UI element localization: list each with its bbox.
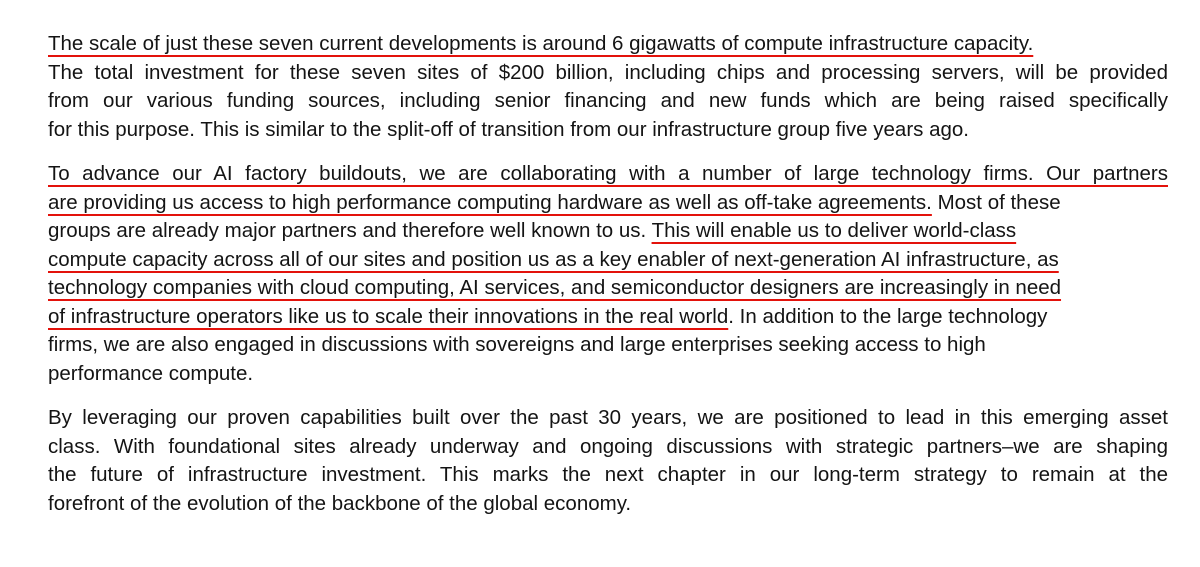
text-line xyxy=(48,116,1168,145)
text-line xyxy=(48,160,1168,189)
text-line xyxy=(48,217,1168,246)
text-line xyxy=(48,59,1168,88)
text-run: class. With foundational sites already underway and ongoing discussions with strategic partners–we are shaping xyxy=(48,434,1168,458)
text-line xyxy=(48,360,1168,389)
text-run: performance compute. xyxy=(48,361,254,385)
text-run: By leveraging our proven capabilities built over the past 30 years, we are positioned to lead in this emerging asset xyxy=(48,406,1168,429)
text-line xyxy=(48,189,1168,218)
underlined-text: compute capacity across all of our sites and position us as a key enabler of next-generation AI infrastructure, as xyxy=(48,247,1059,271)
paragraph-partners xyxy=(48,160,1168,388)
text-line xyxy=(48,433,1168,462)
text-line xyxy=(48,303,1168,332)
text-run: firms, we are also engaged in discussions with sovereigns and large enterprises seeking access to high xyxy=(48,333,986,356)
underlined-text: To advance our AI factory buildouts, we are collaborating with a number of large technology firms. Our partners xyxy=(48,162,1168,185)
text-line xyxy=(48,331,1168,360)
text-line xyxy=(48,30,1168,59)
underlined-text: are providing us access to high performance computing hardware as well as off-take agreements. xyxy=(48,190,932,214)
text-run: from our various funding sources, including senior financing and new funds which are being raised specifically xyxy=(48,89,1168,112)
text-run: The total investment for these seven sites of $200 billion, including chips and processing servers, will be provided xyxy=(48,60,1168,84)
text-line xyxy=(48,274,1168,303)
paragraph-strategy xyxy=(48,404,1168,518)
text-run: for this purpose. This is similar to the split-off of transition from our infrastructure group five years ago. xyxy=(48,117,969,141)
document-page xyxy=(48,30,1168,518)
text-run: the future of infrastructure investment. This marks the next chapter in our long-term strategy to remain at the xyxy=(48,463,1168,486)
text-line xyxy=(48,404,1168,433)
text-line xyxy=(48,461,1168,490)
text-line xyxy=(48,490,1168,519)
underlined-text: of infrastructure operators like us to scale their innovations in the real world xyxy=(48,304,729,328)
text-run: groups are already major partners and therefore well known to us. xyxy=(48,219,652,242)
paragraph-ai-capacity xyxy=(48,30,1168,144)
text-run: Most of these xyxy=(931,190,1061,214)
underlined-text: technology companies with cloud computing, AI services, and semiconductor designers are increasingly in need xyxy=(48,276,1062,299)
underlined-text: The scale of just these seven current developments is around 6 gigawatts of compute infrastructure capacity. xyxy=(48,32,1034,55)
text-run: forefront of the evolution of the backbone of the global economy. xyxy=(48,491,632,515)
text-line xyxy=(48,87,1168,116)
underlined-text: This will enable us to deliver world-class xyxy=(651,219,1017,242)
text-line xyxy=(48,246,1168,275)
text-run: . In addition to the large technology xyxy=(728,304,1048,328)
